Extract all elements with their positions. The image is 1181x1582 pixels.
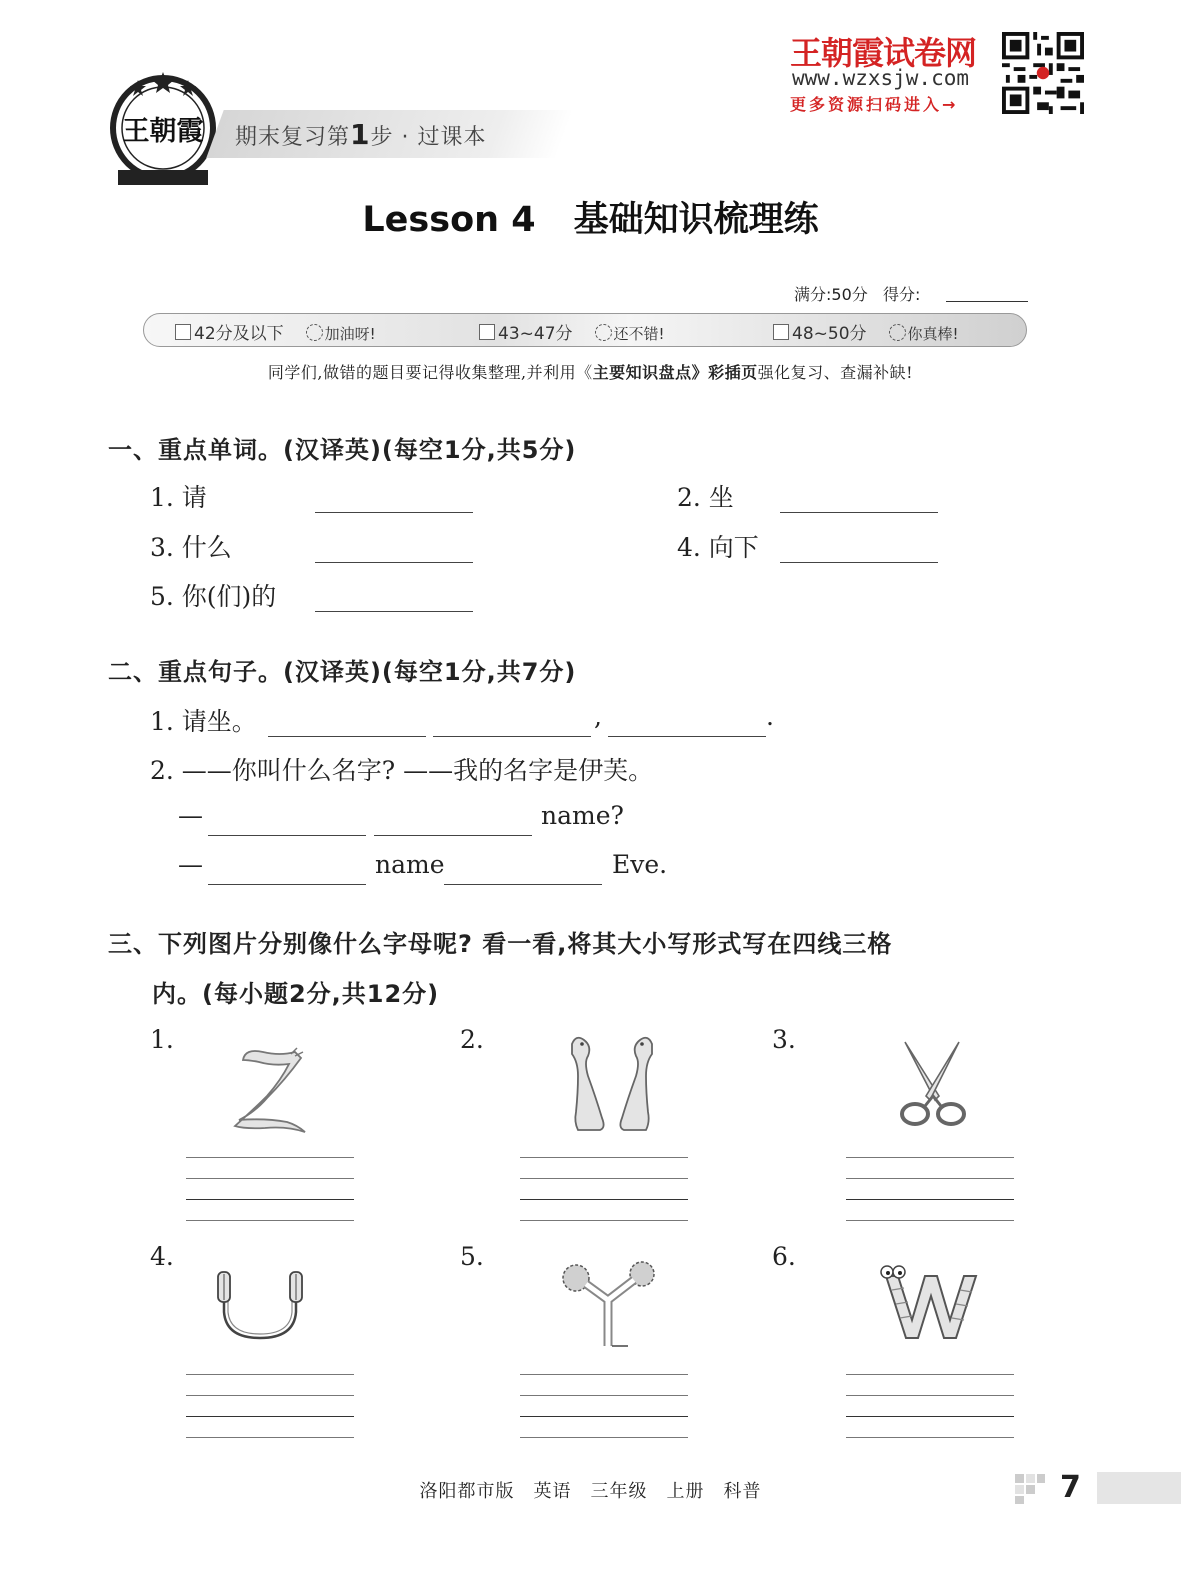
checkbox-icon[interactable] xyxy=(175,324,191,340)
name-question-text: name? xyxy=(541,801,624,830)
period-text: . xyxy=(766,702,774,731)
four-line-grid[interactable] xyxy=(186,1374,354,1440)
word-item-2: 2. 坐 xyxy=(677,483,734,512)
section3-title-line2: 内。(每小题2分,共12分) xyxy=(152,980,440,1008)
picture-item-num: 1. xyxy=(150,1025,174,1054)
picture-item-num: 5. xyxy=(460,1242,484,1271)
grade-item-high: 48~50分 你真棒! xyxy=(773,319,959,344)
smiley-icon xyxy=(889,324,906,341)
svg-text:王朝霞: 王朝霞 xyxy=(122,116,204,147)
score-blank[interactable] xyxy=(946,301,1028,302)
dash-text: — xyxy=(178,801,203,830)
word-item-5: 5. 你(们)的 xyxy=(150,582,277,611)
checkbox-icon[interactable] xyxy=(773,324,789,340)
page-title: Lesson 4 基础知识梳理练 xyxy=(362,200,819,240)
section3-title-line1: 三、下列图片分别像什么字母呢? 看一看,将其大小写形式写在四线三格 xyxy=(108,930,893,958)
picture-item-num: 3. xyxy=(772,1025,796,1054)
dogs-v-picture-icon xyxy=(562,1032,662,1137)
smiley-icon xyxy=(595,324,612,341)
brand-title: 王朝霞试卷网 xyxy=(790,34,977,72)
comma-text: , xyxy=(594,702,602,731)
answer-blank[interactable] xyxy=(433,735,591,737)
reminder-text: 同学们,做错的题目要记得收集整理,并利用《主要知识盘点》彩插页强化复习、查漏补缺! xyxy=(267,363,914,382)
word-item-4: 4. 向下 xyxy=(677,533,759,562)
answer-blank[interactable] xyxy=(315,561,473,563)
scissors-x-picture-icon xyxy=(895,1038,970,1133)
page-corner-decoration xyxy=(1015,1474,1045,1504)
four-line-grid[interactable] xyxy=(520,1157,688,1223)
page-strip xyxy=(1097,1472,1181,1504)
answer-blank[interactable] xyxy=(780,511,938,513)
answer-blank[interactable] xyxy=(208,883,366,885)
answer-blank[interactable] xyxy=(208,834,366,836)
slingshot-y-picture-icon xyxy=(556,1258,661,1353)
headphones-u-picture-icon xyxy=(212,1266,307,1346)
wangzhaoxia-seal-logo xyxy=(108,70,218,188)
brand-url[interactable]: www.wzxsjw.com xyxy=(792,66,970,90)
four-line-grid[interactable] xyxy=(186,1157,354,1223)
page-number: 7 xyxy=(1060,1470,1081,1505)
grade-item-mid: 43~47分 还不错! xyxy=(479,319,665,344)
picture-item-num: 6. xyxy=(772,1242,796,1271)
smiley-icon xyxy=(306,324,323,341)
brand-more-text: 更多资源扫码进入→ xyxy=(790,95,959,114)
dash-text: — xyxy=(178,850,203,879)
caterpillar-w-picture-icon xyxy=(878,1262,984,1344)
answer-blank[interactable] xyxy=(444,883,602,885)
sentence-1: 1. 请坐。 xyxy=(150,707,257,736)
qr-code-icon[interactable] xyxy=(1002,32,1084,114)
name-text: name xyxy=(375,850,445,879)
picture-item-num: 4. xyxy=(150,1242,174,1271)
picture-item-num: 2. xyxy=(460,1025,484,1054)
section1-title: 一、重点单词。(汉译英)(每空1分,共5分) xyxy=(108,436,577,464)
four-line-grid[interactable] xyxy=(846,1157,1014,1223)
snake-z-picture-icon xyxy=(225,1040,315,1135)
answer-blank[interactable] xyxy=(780,561,938,563)
answer-blank[interactable] xyxy=(608,735,766,737)
answer-blank[interactable] xyxy=(374,834,532,836)
grade-item-low: 42分及以下 加油呀! xyxy=(175,319,376,344)
sentence-2: 2. ——你叫什么名字? ——我的名字是伊芙。 xyxy=(150,756,654,785)
answer-blank[interactable] xyxy=(315,610,473,612)
word-item-3: 3. 什么 xyxy=(150,533,232,562)
banner-text: 期末复习第1步 · 过课本 xyxy=(235,118,487,151)
word-item-1: 1. 请 xyxy=(150,483,207,512)
eve-text: Eve. xyxy=(612,850,668,879)
footer-edition: 洛阳都市版 英语 三年级 上册 科普 xyxy=(419,1481,762,1502)
four-line-grid[interactable] xyxy=(520,1374,688,1440)
checkbox-icon[interactable] xyxy=(479,324,495,340)
answer-blank[interactable] xyxy=(315,511,473,513)
four-line-grid[interactable] xyxy=(846,1374,1014,1440)
section2-title: 二、重点句子。(汉译英)(每空1分,共7分) xyxy=(108,658,577,686)
score-line: 满分:50分 得分: xyxy=(794,285,921,304)
answer-blank[interactable] xyxy=(268,735,426,737)
